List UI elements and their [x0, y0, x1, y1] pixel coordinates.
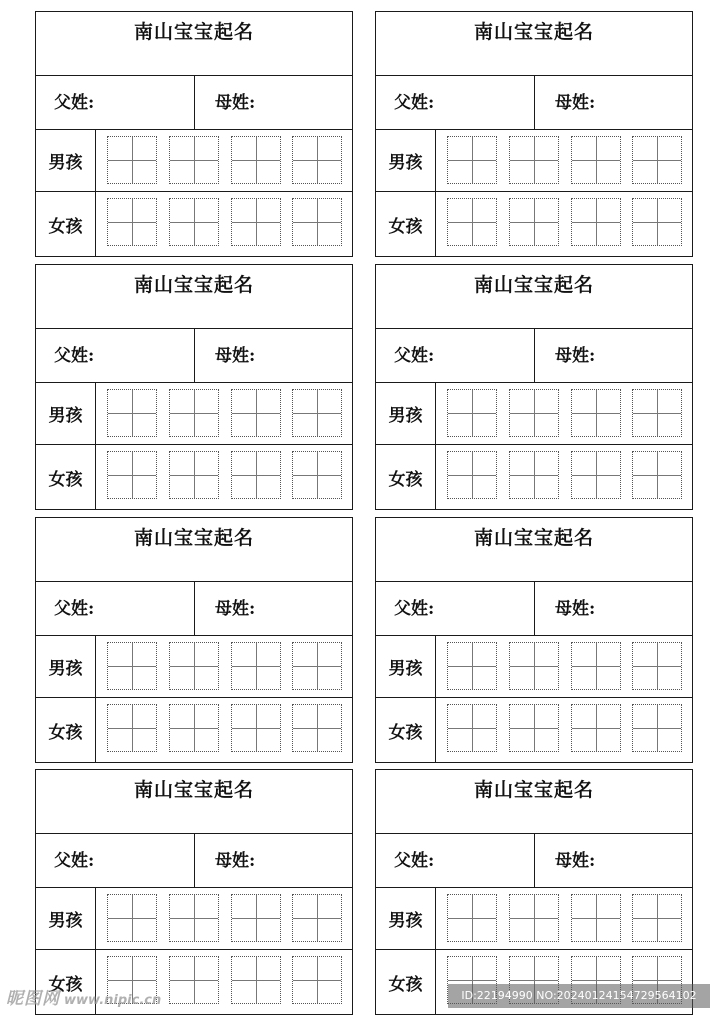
name-character-box[interactable]	[447, 451, 497, 499]
surname-row	[36, 834, 352, 888]
mother-surname-field[interactable]: 母姓:	[215, 346, 256, 366]
name-character-box[interactable]	[509, 894, 559, 942]
name-card	[375, 517, 693, 763]
mother-surname-field[interactable]: 母姓:	[555, 346, 596, 366]
name-character-box[interactable]	[169, 704, 219, 752]
surname-row	[376, 834, 692, 888]
name-card	[35, 11, 353, 257]
name-character-box[interactable]	[447, 136, 497, 184]
father-surname-field[interactable]: 父姓:	[36, 76, 195, 129]
name-card	[35, 517, 353, 763]
boy-label: 男孩	[36, 383, 96, 444]
name-character-box[interactable]	[107, 451, 157, 499]
boy-name-row	[36, 130, 352, 192]
name-character-box[interactable]	[292, 704, 342, 752]
father-surname-field[interactable]: 父姓:	[376, 834, 535, 887]
card-title: 南山宝宝起名	[376, 12, 692, 76]
boy-name-row	[376, 636, 692, 698]
watermark-brand-text: 昵图网	[6, 989, 60, 1009]
girl-label: 女孩	[36, 192, 96, 256]
name-card	[375, 264, 693, 510]
name-character-box[interactable]	[571, 136, 621, 184]
name-character-box[interactable]	[292, 956, 342, 1004]
name-character-box[interactable]	[632, 136, 682, 184]
surname-row	[376, 329, 692, 383]
card-title: 南山宝宝起名	[36, 265, 352, 329]
girl-name-row	[36, 445, 352, 509]
name-character-box[interactable]	[447, 894, 497, 942]
girl-label: 女孩	[36, 445, 96, 509]
name-character-box[interactable]	[509, 136, 559, 184]
father-surname-field[interactable]: 父姓:	[376, 329, 535, 382]
surname-row	[36, 329, 352, 383]
card-title: 南山宝宝起名	[376, 265, 692, 329]
father-surname-field[interactable]: 父姓:	[36, 582, 195, 635]
girl-label: 女孩	[376, 950, 436, 1014]
father-surname-field[interactable]: 父姓:	[376, 76, 535, 129]
name-character-box[interactable]	[231, 136, 281, 184]
name-character-box[interactable]	[231, 894, 281, 942]
name-character-box[interactable]	[169, 389, 219, 437]
name-character-box[interactable]	[509, 642, 559, 690]
name-character-box[interactable]	[169, 451, 219, 499]
mother-surname-field[interactable]: 母姓:	[215, 851, 256, 871]
boy-label: 男孩	[376, 636, 436, 697]
name-character-box[interactable]	[571, 894, 621, 942]
name-character-box[interactable]	[107, 136, 157, 184]
surname-row	[36, 582, 352, 636]
mother-surname-field[interactable]: 母姓:	[555, 93, 596, 113]
name-character-box[interactable]	[231, 642, 281, 690]
boy-label: 男孩	[36, 636, 96, 697]
girl-name-row	[376, 192, 692, 256]
name-character-box[interactable]	[632, 389, 682, 437]
name-character-box[interactable]	[231, 956, 281, 1004]
name-character-box[interactable]	[107, 642, 157, 690]
watermark-site-text: www.nipic.cn	[64, 993, 162, 1008]
boy-label: 男孩	[376, 888, 436, 949]
mother-surname-field[interactable]: 母姓:	[215, 93, 256, 113]
boy-label: 男孩	[376, 383, 436, 444]
name-character-box[interactable]	[632, 451, 682, 499]
name-character-box[interactable]	[571, 704, 621, 752]
boy-name-row	[36, 383, 352, 445]
girl-label: 女孩	[376, 192, 436, 256]
girl-name-row	[36, 192, 352, 256]
name-character-box[interactable]	[509, 704, 559, 752]
boy-name-row	[376, 130, 692, 192]
card-title: 南山宝宝起名	[376, 770, 692, 834]
name-character-box[interactable]	[107, 198, 157, 246]
name-character-box[interactable]	[292, 198, 342, 246]
name-character-box[interactable]	[169, 198, 219, 246]
girl-label: 女孩	[36, 950, 96, 1014]
name-card	[375, 11, 693, 257]
girl-name-row	[376, 445, 692, 509]
boy-label: 男孩	[36, 130, 96, 191]
name-character-box[interactable]	[231, 451, 281, 499]
name-character-box[interactable]	[292, 451, 342, 499]
father-surname-field[interactable]: 父姓:	[36, 834, 195, 887]
name-card	[35, 769, 353, 1015]
name-character-box[interactable]	[169, 894, 219, 942]
name-character-box[interactable]	[571, 451, 621, 499]
girl-label: 女孩	[376, 698, 436, 762]
name-character-box[interactable]	[107, 894, 157, 942]
name-character-box[interactable]	[509, 451, 559, 499]
name-character-box[interactable]	[632, 894, 682, 942]
name-character-box[interactable]	[292, 642, 342, 690]
name-character-box[interactable]	[169, 956, 219, 1004]
name-character-box[interactable]	[509, 389, 559, 437]
name-character-box[interactable]	[231, 389, 281, 437]
mother-surname-field[interactable]: 母姓:	[215, 599, 256, 619]
name-character-box[interactable]	[447, 389, 497, 437]
father-surname-field[interactable]: 父姓:	[376, 582, 535, 635]
name-character-box[interactable]	[169, 136, 219, 184]
name-character-box[interactable]	[231, 198, 281, 246]
surname-row	[376, 582, 692, 636]
boy-name-row	[376, 383, 692, 445]
card-title: 南山宝宝起名	[36, 770, 352, 834]
name-character-box[interactable]	[571, 198, 621, 246]
name-character-box[interactable]	[107, 389, 157, 437]
girl-label: 女孩	[36, 698, 96, 762]
girl-name-row	[36, 698, 352, 762]
name-character-box[interactable]	[169, 642, 219, 690]
name-character-box[interactable]	[632, 198, 682, 246]
girl-label: 女孩	[376, 445, 436, 509]
name-character-box[interactable]	[571, 389, 621, 437]
girl-name-row	[376, 698, 692, 762]
name-character-box[interactable]	[447, 704, 497, 752]
card-title: 南山宝宝起名	[36, 518, 352, 582]
name-card	[35, 264, 353, 510]
boy-name-row	[376, 888, 692, 950]
boy-label: 男孩	[376, 130, 436, 191]
card-title: 南山宝宝起名	[36, 12, 352, 76]
boy-label: 男孩	[36, 888, 96, 949]
boy-name-row	[36, 636, 352, 698]
name-character-box[interactable]	[632, 642, 682, 690]
watermark-id-bar: ID:22194990 NO:20240124154729564102	[448, 984, 710, 1008]
mother-surname-field[interactable]: 母姓:	[555, 851, 596, 871]
name-card	[375, 769, 693, 1015]
name-character-box[interactable]	[231, 704, 281, 752]
surname-row	[36, 76, 352, 130]
surname-row	[376, 76, 692, 130]
name-character-box[interactable]	[447, 642, 497, 690]
name-character-box[interactable]	[632, 704, 682, 752]
boy-name-row	[36, 888, 352, 950]
name-character-box[interactable]	[447, 198, 497, 246]
name-character-box[interactable]	[292, 389, 342, 437]
name-character-box[interactable]	[292, 894, 342, 942]
watermark-brand	[6, 984, 161, 1009]
father-surname-field[interactable]: 父姓:	[36, 329, 195, 382]
card-title: 南山宝宝起名	[376, 518, 692, 582]
name-character-box[interactable]	[509, 198, 559, 246]
name-character-box[interactable]	[571, 642, 621, 690]
mother-surname-field[interactable]: 母姓:	[555, 599, 596, 619]
name-character-box[interactable]	[292, 136, 342, 184]
name-character-box[interactable]	[107, 704, 157, 752]
